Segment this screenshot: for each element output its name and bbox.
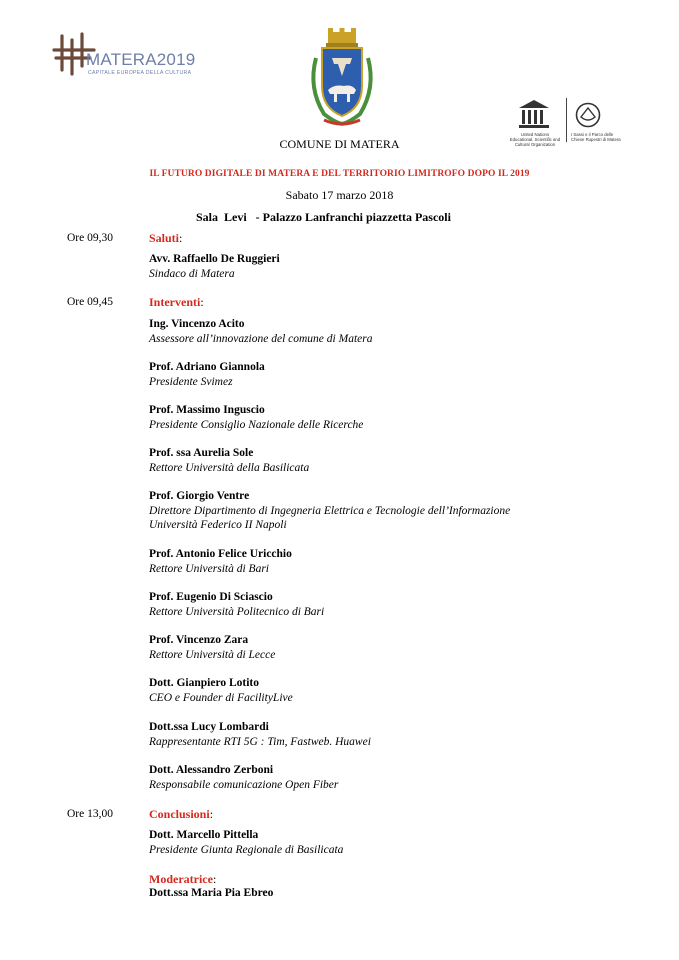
speaker-role-continued: Università Federico II Napoli bbox=[149, 519, 287, 531]
section-heading-moderatrice: Moderatrice: bbox=[149, 872, 217, 886]
coat-of-arms-icon bbox=[304, 28, 380, 128]
speaker-name: Prof. Giorgio Ventre bbox=[149, 490, 250, 502]
event-title: IL FUTURO DIGITALE DI MATERA E DEL TERRITORIO LIMITROFO DOPO IL 2019 bbox=[149, 169, 530, 179]
speaker-role: Rettore Università di Bari bbox=[149, 563, 269, 575]
speaker-role: Assessore all’innovazione del comune di Matera bbox=[149, 333, 373, 345]
matera-2019-logo bbox=[50, 30, 200, 82]
speaker-name: Prof. Antonio Felice Uricchio bbox=[149, 548, 292, 560]
speaker-name: Ing. Vincenzo Acito bbox=[149, 318, 245, 330]
speaker-name: Prof. Eugenio Di Sciascio bbox=[149, 591, 273, 603]
section-heading-conclusioni: Conclusioni: bbox=[149, 807, 214, 821]
speaker-role: Rettore Università di Lecce bbox=[149, 649, 276, 661]
unesco-temple-icon bbox=[517, 98, 551, 130]
moderator-name: Dott.ssa Maria Pia Ebreo bbox=[149, 887, 274, 899]
logo-divider bbox=[566, 98, 567, 142]
speaker-role: Direttore Dipartimento di Ingegneria Elettrica e Tecnologie dell’Informazione bbox=[149, 505, 511, 517]
speaker-name: Avv. Raffaello De Ruggieri bbox=[149, 253, 280, 265]
unesco-caption: United Nations Educational, Scientific and Cultural Organization bbox=[509, 132, 561, 147]
section-heading-saluti: Saluti: bbox=[149, 231, 183, 245]
speaker-role: Rettore Università Politecnico di Bari bbox=[149, 606, 325, 618]
speaker-role: Rappresentante RTI 5G : Tim, Fastweb. Huawei bbox=[149, 736, 371, 748]
event-date: Sabato 17 marzo 2018 bbox=[285, 188, 394, 202]
speaker-role: Presidente Consiglio Nazionale delle Ricerche bbox=[149, 419, 364, 431]
comune-heading: COMUNE DI MATERA bbox=[279, 137, 400, 151]
speaker-name: Prof. ssa Aurelia Sole bbox=[149, 447, 254, 459]
speaker-name: Dott.ssa Lucy Lombardi bbox=[149, 721, 269, 733]
heritage-caption: I Sassi e il Parco delle Chiese Rupestri di Matera bbox=[571, 132, 621, 142]
time-label: Ore 09,45 bbox=[67, 296, 113, 308]
logo-wordmark: MATERA2019 bbox=[86, 50, 196, 69]
speaker-role: Sindaco di Matera bbox=[149, 268, 235, 280]
event-venue: Sala Levi - Palazzo Lanfranchi piazzetta Pascoli bbox=[196, 210, 451, 224]
speaker-role: Presidente Giunta Regionale di Basilicata bbox=[149, 844, 344, 856]
speaker-role: Responsabile comunicazione Open Fiber bbox=[149, 779, 339, 791]
speaker-name: Dott. Alessandro Zerboni bbox=[149, 764, 274, 776]
section-heading-interventi: Interventi: bbox=[149, 295, 204, 309]
time-label: Ore 13,00 bbox=[67, 808, 113, 820]
speaker-name: Prof. Vincenzo Zara bbox=[149, 634, 249, 646]
page-header bbox=[0, 0, 679, 160]
speaker-name: Prof. Massimo Inguscio bbox=[149, 404, 265, 416]
speaker-name: Prof. Adriano Giannola bbox=[149, 361, 265, 373]
speaker-role: Presidente Svimez bbox=[149, 376, 233, 388]
speaker-role: Rettore Università della Basilicata bbox=[149, 462, 310, 474]
time-label: Ore 09,30 bbox=[67, 232, 113, 244]
speaker-role: CEO e Founder di FacilityLive bbox=[149, 692, 293, 704]
speaker-name: Dott. Marcello Pittella bbox=[149, 829, 259, 841]
speaker-name: Dott. Gianpiero Lotito bbox=[149, 677, 259, 689]
world-heritage-icon bbox=[575, 102, 601, 128]
logo-subtitle: CAPITALE EUROPEA DELLA CULTURA bbox=[88, 70, 192, 76]
